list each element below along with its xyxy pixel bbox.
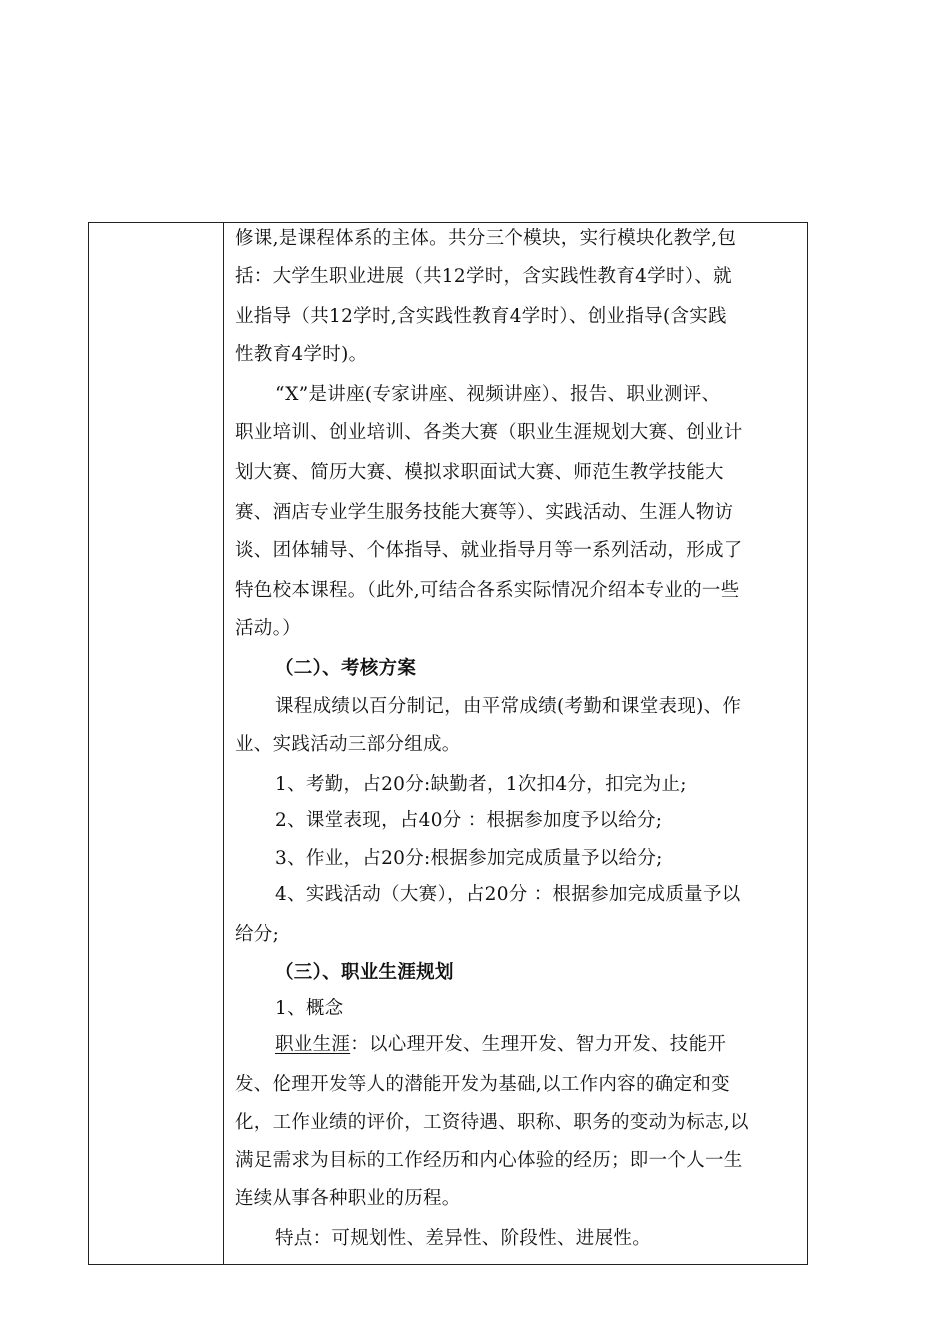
text-line: 活动。）	[235, 618, 301, 639]
text-line: 括：大学生职业进展（共12学时，含实践性教育4学时）、就	[235, 266, 732, 287]
text-line: “X”是讲座(专家讲座、视频讲座）、报告、职业测评、	[275, 384, 721, 405]
text-line: 修课,是课程体系的主体。共分三个模块，实行模块化教学,包	[235, 228, 737, 249]
text-line: 连续从事各种职业的历程。	[235, 1188, 461, 1209]
text-line: 课程成绩以百分制记，由平常成绩(考勤和课堂表现)、作	[275, 696, 742, 717]
text-line: 赛、酒店专业学生服务技能大赛等）、实践活动、生涯人物访	[235, 502, 734, 523]
definition-line	[275, 1033, 726, 1057]
section-heading: （三）、职业生涯规划	[275, 962, 454, 983]
text-line: 给分;	[235, 924, 280, 945]
text-line: 发、伦理开发等人的潜能开发为基础,以工作内容的确定和变	[235, 1074, 730, 1095]
text-line: 1、概念	[275, 998, 344, 1019]
text-line: 业、实践活动三部分组成。	[235, 734, 461, 755]
text-line: 化，工作业绩的评价，工资待遇、职称、职务的变动为标志,以	[235, 1112, 749, 1133]
text-line: 特色校本课程。（此外,可结合各系实际情况介绍本专业的一些	[235, 580, 740, 601]
definition-text: ：以心理开发、生理开发、智力开发、技能开	[350, 1034, 727, 1055]
text-line: 满足需求为目标的工作经历和内心体验的经历；即一个人一生	[235, 1150, 743, 1171]
term-underlined: 职业生涯	[275, 1034, 351, 1055]
text-line: 业指导（共12学时,含实践性教育4学时）、创业指导(含实践	[235, 306, 727, 327]
text-line: 划大赛、简历大赛、模拟求职面试大赛、师范生教学技能大	[235, 462, 724, 483]
text-line: 特点：可规划性、差异性、阶段性、进展性。	[275, 1228, 652, 1249]
table-left-column	[89, 223, 224, 1264]
text-line: 职业培训、创业培训、各类大赛（职业生涯规划大赛、创业计	[235, 422, 743, 443]
list-item: 1、考勤，占20分:缺勤者，1次扣4分，扣完为止;	[275, 774, 687, 795]
list-item: 2、课堂表现，占40分 ：根据参加度予以给分;	[275, 810, 663, 831]
section-heading: （二）、考核方案	[275, 658, 417, 679]
text-line: 性教育4学时)。	[235, 344, 368, 365]
document-table	[88, 222, 808, 1265]
text-line: 谈、团体辅导、个体指导、就业指导月等一系列活动，形成了	[235, 540, 743, 561]
list-item: 4、实践活动（大赛），占20分 ：根据参加完成质量予以	[275, 884, 741, 905]
list-item: 3、作业，占20分:根据参加完成质量予以给分;	[275, 848, 663, 869]
